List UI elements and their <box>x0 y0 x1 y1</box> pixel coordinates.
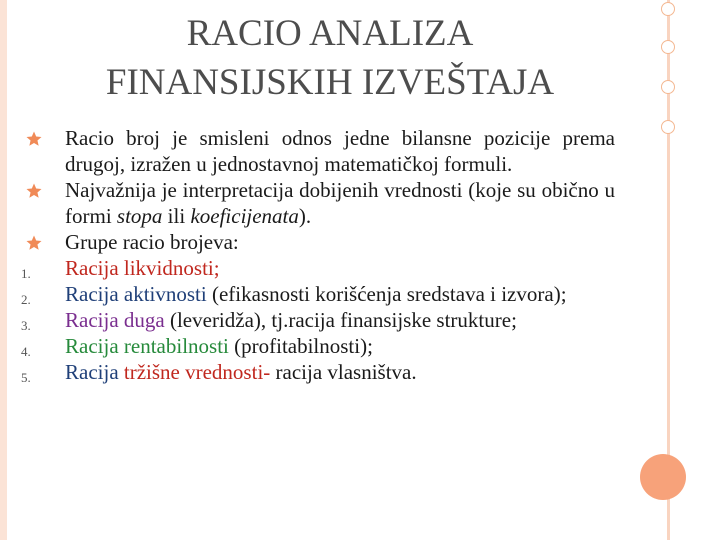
item-highlight: duga <box>123 308 165 332</box>
item-number: 3. <box>21 318 31 333</box>
emphasis-text: stopa <box>116 204 163 228</box>
circle-outline-icon <box>661 80 675 94</box>
bullet-item <box>25 229 615 255</box>
slide-title-line2: FINANSIJSKIH IZVEŠTAJA <box>105 62 555 103</box>
item-number: 5. <box>21 370 31 385</box>
bullet-text: Racio broj je smisleni odnos jedne bilansne pozicije prema drugoj, izražen u jednostavnoj matematičkoj formuli. <box>65 126 615 176</box>
circle-outline-icon <box>661 120 675 134</box>
bullet-text: Grupe racio brojeva: <box>65 230 239 254</box>
star-bullet-icon <box>25 125 49 148</box>
item-highlight: aktivnosti <box>123 282 207 306</box>
item-text: (efikasnosti korišćenja sredstava i izvora); <box>211 282 567 306</box>
numbered-item <box>21 281 615 307</box>
slide-title-line1: RACIO ANALIZA <box>186 13 474 54</box>
bullet-text: Najvažnija je interpretacija dobijenih vrednosti (koje su obično u formi <box>65 178 615 228</box>
numbered-item <box>21 255 615 281</box>
item-number: 1. <box>21 266 31 281</box>
item-highlight: rentabilnosti <box>123 334 229 358</box>
bullet-item <box>25 125 615 177</box>
item-number: 2. <box>21 292 31 307</box>
filled-circle-icon <box>640 454 686 500</box>
item-text: (profitabilnosti); <box>234 334 373 358</box>
star-bullet-icon <box>25 177 49 200</box>
circle-outline-icon <box>661 2 675 16</box>
item-text: racija vlasništva. <box>275 360 417 384</box>
numbered-item <box>21 307 615 333</box>
bullet-text: ili <box>162 204 191 228</box>
bullet-text: ). <box>298 204 312 228</box>
star-bullet-icon <box>25 229 49 252</box>
item-highlight: tržišne vrednosti- <box>123 360 271 384</box>
emphasis-text: koeficijenata <box>190 204 299 228</box>
bullet-item <box>25 177 615 229</box>
item-lead: Racija <box>65 334 119 358</box>
item-number: 4. <box>21 344 31 359</box>
slide-body <box>21 125 615 385</box>
item-lead: Racija <box>65 282 119 306</box>
item-highlight: Racija likvidnosti; <box>65 256 220 280</box>
numbered-item <box>21 359 615 385</box>
item-lead: Racija <box>65 308 119 332</box>
item-text: (leveridža), tj.racija finansijske strukture; <box>169 308 517 332</box>
item-lead: Racija <box>65 360 119 384</box>
numbered-item <box>21 333 615 359</box>
circle-outline-icon <box>661 40 675 54</box>
